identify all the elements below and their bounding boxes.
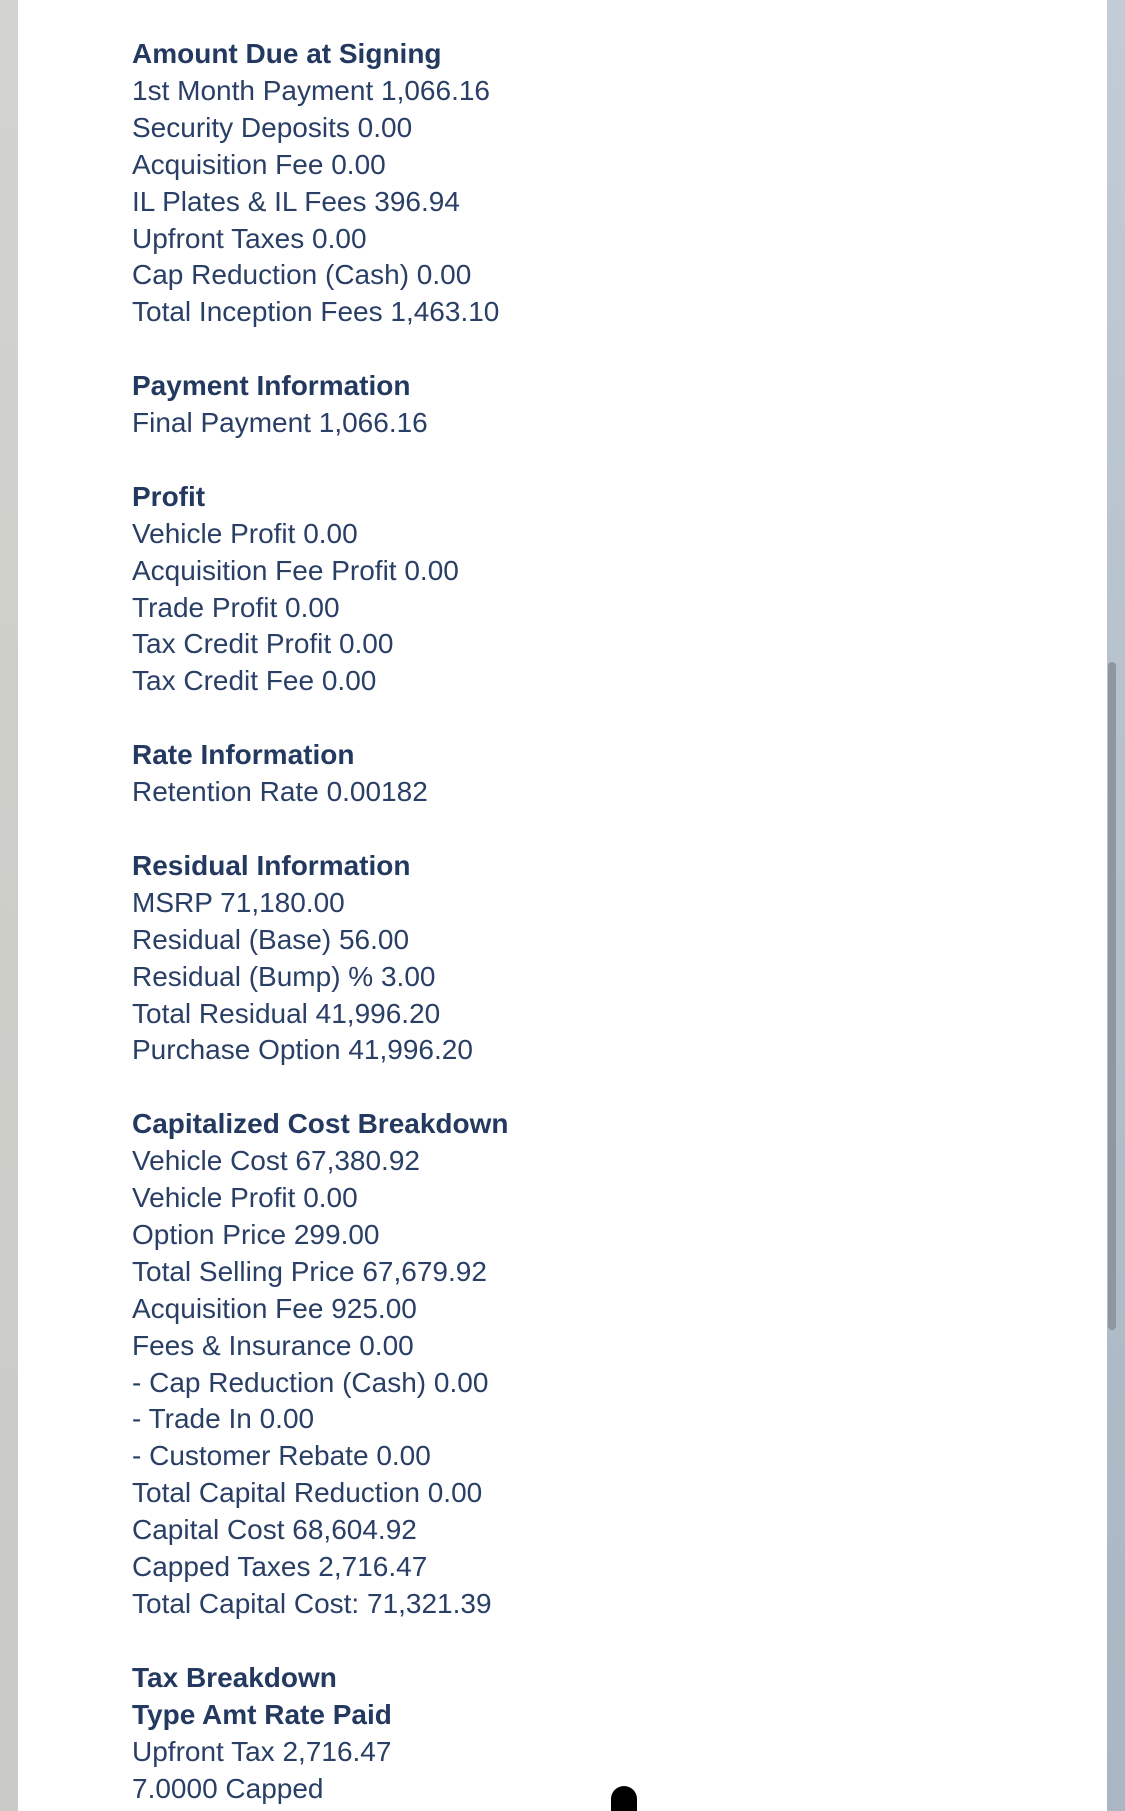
line-item: Capital Cost 68,604.92 (132, 1514, 417, 1546)
line-item: Acquisition Fee Profit 0.00 (132, 554, 459, 586)
line-item: Total Selling Price 67,679.92 (132, 1255, 487, 1287)
document-page (18, 0, 1107, 1811)
line-item: Total Residual 41,996.20 (132, 997, 441, 1029)
line-item: Total Capital Cost: 71,321.39 (132, 1587, 492, 1619)
section-heading: Rate Information (132, 739, 355, 771)
vertical-scrollbar[interactable] (1108, 662, 1116, 1330)
section-heading: Profit (132, 480, 206, 512)
section (132, 479, 1032, 700)
line-item: Total Capital Reduction 0.00 (132, 1477, 483, 1509)
line-item: Cap Reduction (Cash) 0.00 (132, 259, 472, 291)
line-item: Capped Taxes 2,716.47 (132, 1551, 428, 1583)
pointer-cursor-icon (611, 1786, 637, 1811)
line-item: IL Plates & IL Fees 396.94 (132, 185, 460, 217)
line-item: - Trade In 0.00 (132, 1403, 315, 1435)
section (132, 368, 1032, 442)
section-heading: Residual Information (132, 849, 411, 881)
section (132, 1660, 1032, 1808)
line-item: Trade Profit 0.00 (132, 591, 340, 623)
line-item: Residual (Base) 56.00 (132, 923, 410, 955)
line-item: Tax Credit Profit 0.00 (132, 628, 394, 660)
line-item: Residual (Bump) % 3.00 (132, 960, 436, 992)
line-item: Acquisition Fee 925.00 (132, 1292, 417, 1324)
line-item: Upfront Taxes 0.00 (132, 222, 367, 254)
line-item: 7.0000 Capped (132, 1772, 324, 1804)
line-item: Vehicle Profit 0.00 (132, 517, 358, 549)
line-item: Final Payment 1,066.16 (132, 407, 428, 439)
line-item: Fees & Insurance 0.00 (132, 1329, 414, 1361)
section (132, 848, 1032, 1069)
section-heading: Amount Due at Signing (132, 38, 442, 69)
line-item: - Customer Rebate 0.00 (132, 1440, 431, 1472)
line-item: Tax Credit Fee 0.00 (132, 665, 377, 697)
section (132, 737, 1032, 811)
section-heading: Capitalized Cost Breakdown (132, 1108, 509, 1140)
line-item: 1st Month Payment 1,066.16 (132, 74, 490, 106)
line-item: Retention Rate 0.00182 (132, 776, 428, 808)
line-item: Security Deposits 0.00 (132, 111, 413, 143)
line-item: MSRP 71,180.00 (132, 886, 345, 918)
section (132, 1106, 1032, 1623)
line-item: Vehicle Profit 0.00 (132, 1182, 358, 1214)
section-heading: Payment Information (132, 370, 411, 402)
lease-summary (132, 36, 1032, 1811)
line-item: Total Inception Fees 1,463.10 (132, 296, 500, 328)
line-item: Vehicle Cost 67,380.92 (132, 1145, 420, 1177)
section-heading: Tax Breakdown (132, 1661, 337, 1693)
line-item: Purchase Option 41,996.20 (132, 1034, 473, 1066)
line-item: Upfront Tax 2,716.47 (132, 1735, 392, 1767)
section (132, 36, 1032, 331)
line-item: - Cap Reduction (Cash) 0.00 (132, 1366, 489, 1398)
line-item: Acquisition Fee 0.00 (132, 148, 386, 180)
line-item: Option Price 299.00 (132, 1218, 380, 1250)
column-header: Type Amt Rate Paid (132, 1698, 392, 1730)
